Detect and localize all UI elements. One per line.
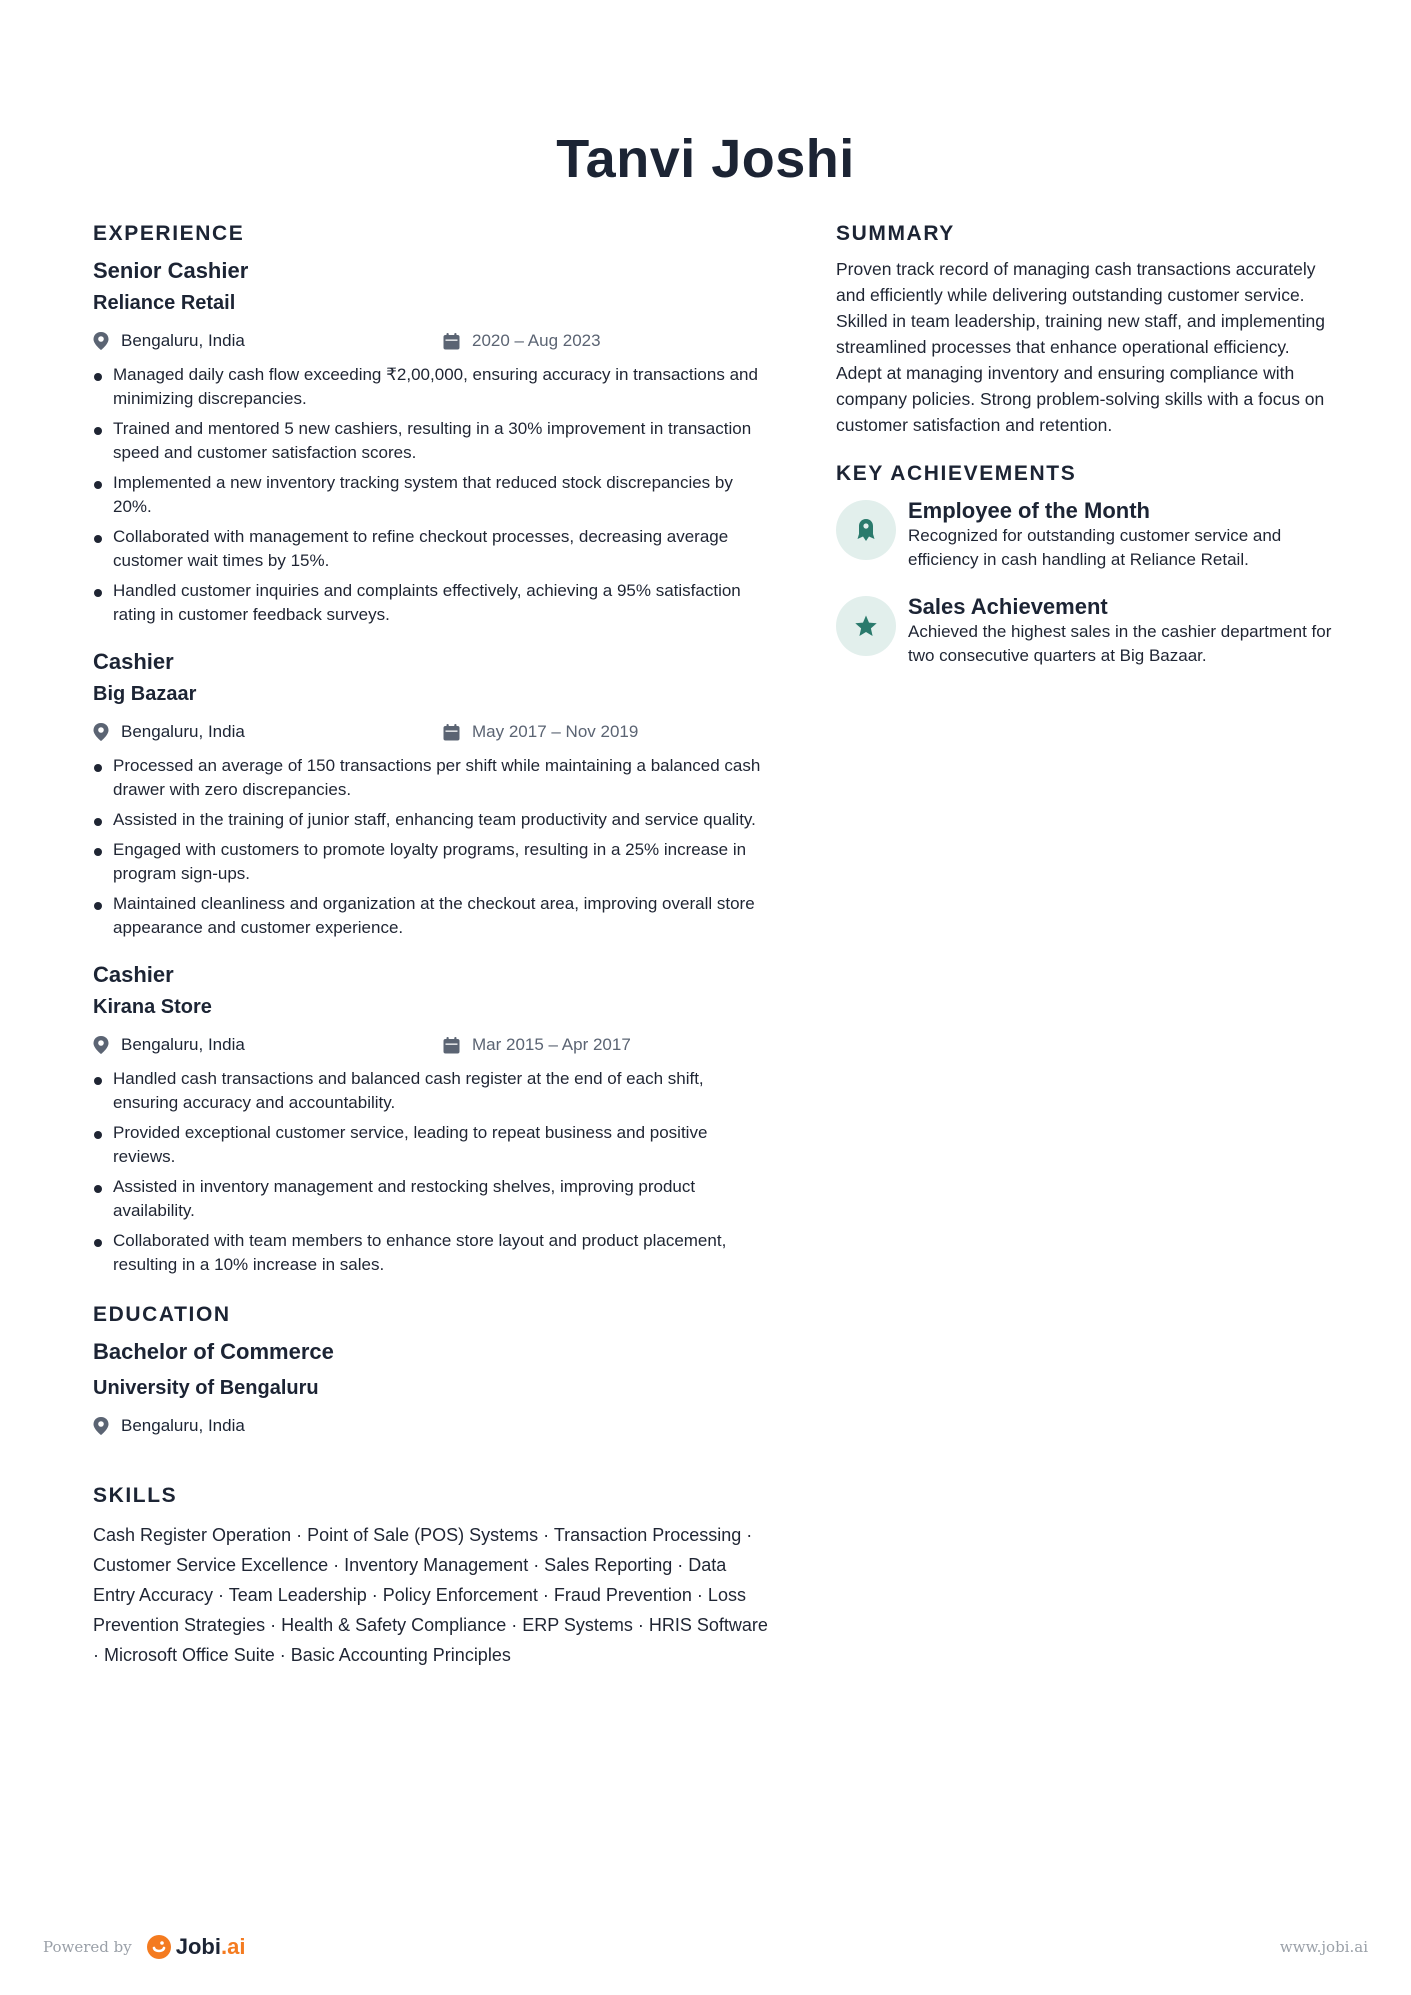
job-bullets [93, 363, 773, 627]
footer-url[interactable]: www.jobi.ai [1279, 1938, 1368, 1956]
achievement-title: Employee of the Month [908, 498, 1150, 523]
job-entry [93, 962, 773, 1277]
job-company: Big Bazaar [93, 683, 197, 705]
job-entry [93, 649, 773, 940]
list-item: Trained and mentored 5 new cashiers, resulting in a 30% improvement in transaction speed and customer satisfaction scores. [93, 417, 773, 465]
job-bullets [93, 1067, 773, 1277]
award-icon [836, 500, 896, 560]
list-item: Maintained cleanliness and organization at the checkout area, improving overall store appearance and customer experience. [93, 892, 773, 940]
list-item: Collaborated with team members to enhance store layout and product placement, resulting in a 10% increase in sales. [93, 1229, 773, 1277]
logo-text-suffix: .ai [220, 1934, 246, 1959]
education-section [93, 1303, 773, 1438]
summary-text: Proven track record of managing cash transactions accurately and efficiently while delivering outstanding customer service. Skilled in team leadership, training new staff, and implementing streamlined processes that enhance operational efficiency. Adept at managing inventory and ensuring compliance with company policies. Strong problem-solving skills with a focus on customer satisfaction and retention. [836, 259, 1325, 435]
job-dates [443, 722, 638, 742]
location-pin-icon [93, 332, 109, 350]
job-location-text: Bengaluru, India [121, 722, 245, 741]
list-item: Handled customer inquiries and complaints effectively, achieving a 95% satisfaction rating in customer feedback surveys. [93, 579, 773, 627]
education-meta [93, 1414, 773, 1438]
calendar-icon [443, 333, 460, 350]
list-item: Assisted in the training of junior staff, enhancing team productivity and service quality. [93, 808, 773, 832]
job-meta [93, 1033, 773, 1057]
job-title: Senior Cashier [93, 258, 249, 283]
star-icon [836, 596, 896, 656]
education-location [93, 1416, 443, 1436]
summary-heading: SUMMARY [836, 222, 955, 245]
experience-heading: EXPERIENCE [93, 222, 245, 245]
calendar-icon [443, 1037, 460, 1054]
job-location [93, 1035, 443, 1055]
job-dates-text: May 2017 – Nov 2019 [472, 722, 639, 741]
achievements-section [836, 462, 1336, 668]
calendar-icon [443, 724, 460, 741]
list-item: Processed an average of 150 transactions per shift while maintaining a balanced cash drawer with zero discrepancies. [93, 754, 773, 802]
location-pin-icon [93, 1036, 109, 1054]
education-location-text: Bengaluru, India [121, 1416, 245, 1435]
list-item: Collaborated with management to refine checkout processes, decreasing average customer wait times by 15%. [93, 525, 773, 573]
achievements-heading: KEY ACHIEVEMENTS [836, 462, 1077, 485]
education-heading: EDUCATION [93, 1303, 231, 1326]
location-pin-icon [93, 1417, 109, 1435]
achievement-description: Recognized for outstanding customer service and efficiency in cash handling at Reliance Retail. [908, 526, 1282, 569]
job-location-text: Bengaluru, India [121, 331, 245, 350]
education-school: University of Bengaluru [93, 1377, 319, 1399]
achievement-description: Achieved the highest sales in the cashier department for two consecutive quarters at Big Bazaar. [908, 622, 1332, 665]
job-dates [443, 331, 601, 351]
job-location [93, 331, 443, 351]
list-item: Provided exceptional customer service, leading to repeat business and positive reviews. [93, 1121, 773, 1169]
job-dates-text: 2020 – Aug 2023 [472, 331, 601, 350]
job-dates-text: Mar 2015 – Apr 2017 [472, 1035, 631, 1054]
skills-list: Cash Register Operation · Point of Sale (POS) Systems · Transaction Processing · Customer Service Excellence · Inventory Management · Sales Reporting · Data Entry Accuracy · Team Leadership · Policy Enforcement · Fraud Prevention · Loss Prevention Strategies · Health & Safety Compliance · ERP Systems · HRIS Software · Microsoft Office Suite · Basic Accounting Principles [93, 1525, 768, 1665]
achievement-item [836, 498, 1336, 572]
left-column [93, 222, 773, 1670]
job-title: Cashier [93, 649, 174, 674]
resume-name: Tanvi Joshi [556, 129, 855, 189]
job-dates [443, 1035, 631, 1055]
job-entry [93, 258, 773, 627]
skills-heading: SKILLS [93, 1484, 178, 1507]
job-meta [93, 329, 773, 353]
location-pin-icon [93, 723, 109, 741]
logo-text-main: Jobi [175, 1934, 221, 1959]
jobi-logo[interactable] [146, 1934, 246, 1960]
achievement-content [908, 498, 1336, 572]
education-degree: Bachelor of Commerce [93, 1339, 334, 1364]
list-item: Handled cash transactions and balanced cash register at the end of each shift, ensuring accuracy and accountability. [93, 1067, 773, 1115]
job-location [93, 722, 443, 742]
job-location-text: Bengaluru, India [121, 1035, 245, 1054]
job-company: Reliance Retail [93, 292, 236, 314]
list-item: Assisted in inventory management and restocking shelves, improving product availability. [93, 1175, 773, 1223]
skills-section [93, 1484, 773, 1670]
achievement-content [908, 594, 1336, 668]
list-item: Managed daily cash flow exceeding ₹2,00,000, ensuring accuracy in transactions and minimizing discrepancies. [93, 363, 773, 411]
list-item: Implemented a new inventory tracking system that reduced stock discrepancies by 20%. [93, 471, 773, 519]
job-meta [93, 720, 773, 744]
job-title: Cashier [93, 962, 174, 987]
job-company: Kirana Store [93, 996, 212, 1018]
job-bullets [93, 754, 773, 940]
footer-branding [43, 1934, 245, 1960]
right-column [836, 222, 1336, 690]
achievement-title: Sales Achievement [908, 594, 1108, 619]
list-item: Engaged with customers to promote loyalty programs, resulting in a 25% increase in program sign-ups. [93, 838, 773, 886]
jobi-logo-icon [146, 1934, 172, 1960]
achievement-item [836, 594, 1336, 668]
powered-by-text: Powered by [43, 1938, 132, 1956]
